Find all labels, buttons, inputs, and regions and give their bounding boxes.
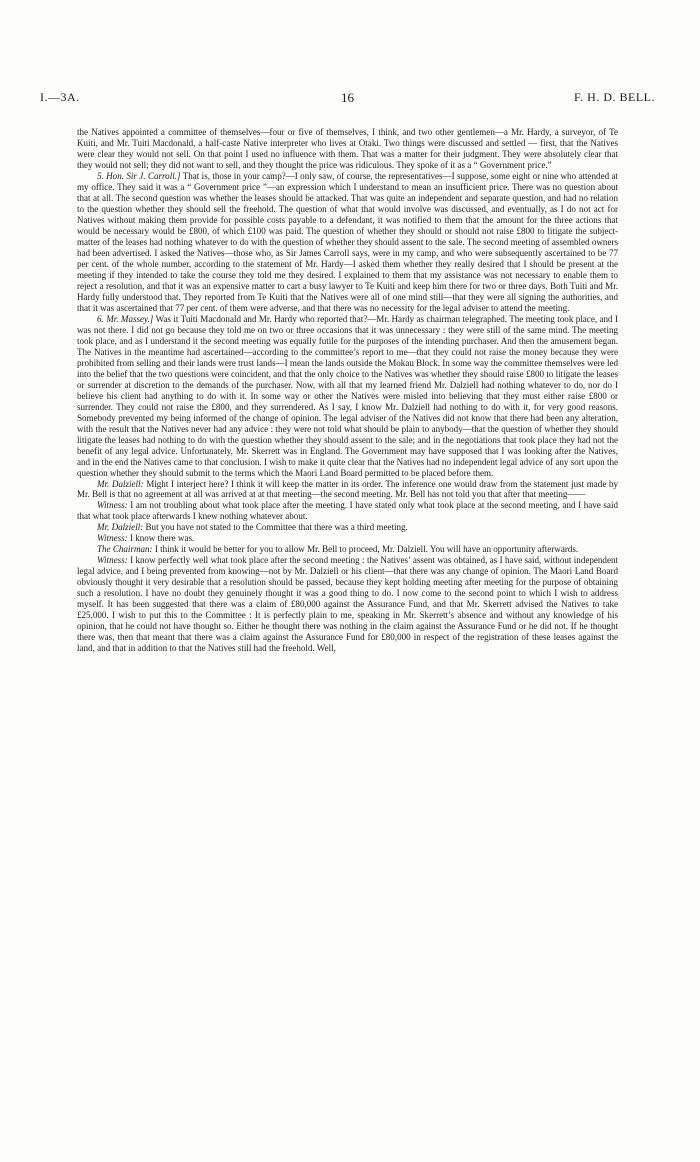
speaker-lead: Witness: [97,555,128,566]
paragraph-text: Might I interject here? I think it will keep the matter in its order. The inference one would draw from the statement just made by Mr. Bell is that no agreement at all was arrived at at that meeting—the second meeting. Mr. Bell has not told you that after that meeting—— [77,478,618,500]
paragraph-text: That is, those in your camp?—I only saw, of course, the representatives—I suppose, some eight or nine who attended at my office. They said it was a “ Government price ”—an expression which I understand to mean an insufficient price. There was no question about that at all. The second question was whether the leases should be attacked. That was quite an independent and separate question, and had no relation to the question whether they should sell the freehold. The question of what that would involve was discussed, and eventually, as I do not act for Natives without making them provide for possible costs payable to a defendant, it was notified to them that the amount for the three actions that would be necessary would be £800, of which £100 was paid. The question of whether they should or should not raise £800 to litigate the subject-matter of the leases had nothing whatever to do with the question of whether they should assent to the sale. The second meeting of assembled owners had been advertised. I asked the Natives—those who, as Sir James Carroll says, were in my camp, and who were subsequently ascertained to be 77 per cent. of the whole number, according to the statement of Mr. Hardy—I asked them whether they really desired that I should be present at the meeting if they intended to take the course they told me they desired. I explained to them that my assistance was not necessary to enable them to reject a resolution, and that it was an expensive matter to cart a busy lawyer to Te Kuiti and keep him there for two or three days. Both Tuiti and Mr. Hardy fully understood that. They reported from Te Kuiti that the Natives were all of one mind still—that they were all signing the authorities, and that it was ascertained that 77 per cent. of them were adverse, and that there was no necessity for the legal adviser to attend the meeting. [77,170,618,313]
paragraph-text: the Natives appointed a committee of themselves—four or five of themselves, I think, and two other gentlemen—a Mr. Hardy, a surveyor, of Te Kuiti, and Mr. Tuiti Macdonald, a half-caste Native interpreter who lives at Otaki. Two things were discussed and settled — first, that the Natives were clear they would not sell. On that point I used no influence with them. That was a matter for their judgment. They were absolutely clear that they would not sell; they did not want to sell, and they thought the price was ridiculous. They spoke of it as a “ Government price.” [77,127,618,170]
paragraph-text: Was it Tuiti Macdonald and Mr. Hardy who reported that?—Mr. Hardy as chairman telegraphed. The meeting took place, and I was not there. I did not go because they told me on two or three occasions that it was unnecessary : they were still of the same mind. The meeting took place, and as I understand it the second meeting was equally futile for the purposes of the intending purchaser. And then the amusement began. The Natives in the meantime had ascertained—according to the committee’s report to me—that they could not raise the money because they were prohibited from selling and their lands were trust lands—I mean the lands outside the Mokau Block. In some way the committee themselves were led into the belief that the two questions were coincident, and that the only choice to the Natives was whether they should raise £800 to litigate the leases or surrender at discretion to the demands of the purchaser. Now, with all that my learned friend Mr. Dalziell had nothing whatever to do, nor do I believe his client had anything to do with it. In some way or other the Natives were misled into believing that they must either raise £800 or surrender. They could not raise the £800, and they surrendered. As I say, I know Mr. Dalziell had nothing to do with it, for very good reasons. Somebody prevented my being informed of the change of opinion. The legal adviser of the Natives did not know that there had been any alteration, with the result that the Natives never had any advice : they were not told what should be plain to anybody—that the question of whether they should litigate the leases had nothing to do with the question whether they should assent to the sale; and in the negotiations that took place they had not the benefit of any legal advice. Unfortunately, Mr. Skerrett was in England. The Government may have supposed that I was looking after the Natives, and in the end the Natives came to that conclusion. I wish to make it quite clear that the Natives had no independent legal advice of any sort upon the question whether they should submit to the terms which the Maori Land Board permitted to be placed before them. [77,313,618,478]
speaker-lead: Witness: [97,500,128,511]
speaker-lead: The Chairman: [97,544,153,555]
paragraph-text: I think it would be better for you to allow Mr. Bell to proceed, Mr. Dalziell. You will have an opportunity afterwards. [154,544,579,555]
paragraph [77,479,618,501]
witness-name: F. H. D. BELL. [573,90,655,104]
paragraph [77,555,618,654]
speaker-lead: 5. Hon. Sir J. Carroll.] [97,170,181,181]
paragraph [77,544,618,555]
paragraph [77,171,618,314]
paragraph-text: But you have not stated to the Committee that there was a third meeting. [145,522,408,533]
paragraph [77,533,618,544]
paragraph-text: I know perfectly well what took place after the second meeting : the Natives’ assent was obtained, as I have said, without independent legal advice, and I being prevented from knowing—not by Mr. Dalziell or his client—that there was any change of opinion. The Maori Land Board obviously thought it very desirable that a resolution should be passed, because they kept holding meeting after meeting for the purpose of obtaining such a resolution. I have no doubt they genuinely thought it was a good thing to do. I now come to the second point to which I wish to address myself. It has been suggested that there was a claim of £80,000 against the Assurance Fund, and that Mr. Skerrett advised the Natives to take £25,000. I wish to put this to the Committee : It is perfectly plain to me, speaking in Mr. Skerrett’s absence and without any knowledge of his opinion, that he could not have thought so. Either he thought there was nothing in the claim against the Assurance Fund or he did not. If he thought there was, then that meant that there was a claim against the Assurance Fund for £80,000 in respect of the registration of these leases against the land, and that in addition to that the Natives still had the freehold. Well, [77,555,618,654]
document-reference: I.—3A. [40,90,80,104]
paragraph [77,500,618,522]
speaker-lead: Mr. Dalziell: [97,522,144,533]
paragraph [77,522,618,533]
speaker-lead: 6. Mr. Massey.] [97,313,154,324]
paragraph [77,127,618,171]
paragraph-text: I know there was. [129,533,195,544]
speaker-lead: Mr. Dalziell: [97,478,144,489]
page-number: 16 [341,90,354,105]
running-header [40,90,655,106]
speaker-lead: Witness: [97,533,128,544]
body-text [77,127,618,654]
paragraph-text: I am not troubling about what took place after the meeting. I have stated only what took place at the second meeting, and I have said that what took place afterwards I knew nothing whatever about. [77,500,618,522]
paragraph [77,314,618,479]
